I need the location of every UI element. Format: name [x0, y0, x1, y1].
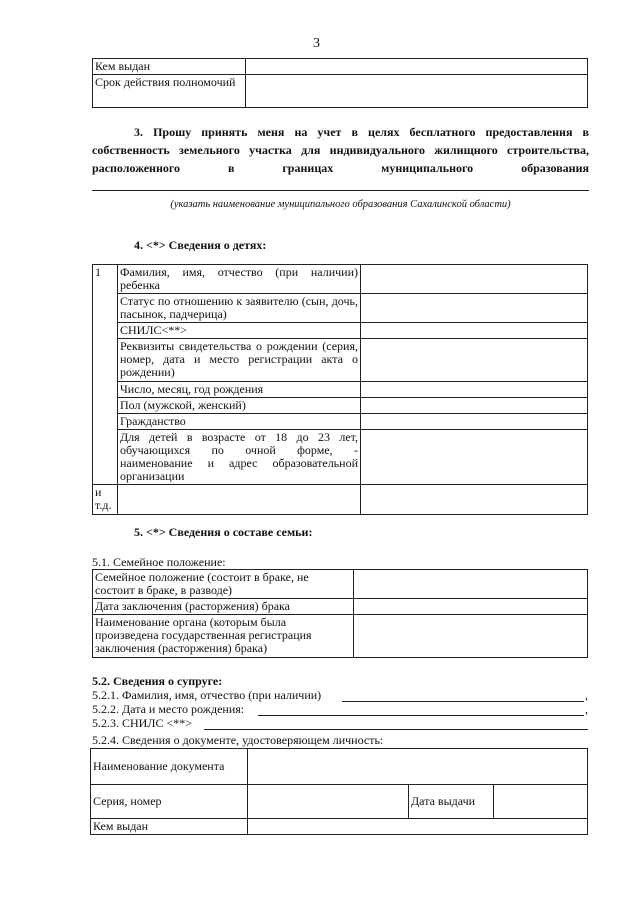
authority-table [92, 58, 588, 108]
child-row-label: СНИЛС<**> [118, 323, 361, 339]
child-row-value [361, 414, 588, 430]
comma-1: , [585, 688, 588, 702]
child-row-value [361, 323, 588, 339]
child-row-label: Фамилия, имя, отчество (при наличии) ребенка [118, 265, 361, 294]
family-row-value [354, 570, 588, 599]
child-row-value [361, 382, 588, 398]
doc-series-value [248, 785, 409, 819]
marital-subtitle: 5.1. Семейное положение: [92, 555, 226, 569]
family-row-value [354, 615, 588, 658]
spouse-snils-label: 5.2.3. СНИЛС <**> [92, 716, 193, 730]
municipality-hint: (указать наименование муниципального образования Сахалинской области) [170, 199, 511, 210]
spouse-doc-table [90, 748, 588, 835]
child-row-value [361, 339, 588, 382]
family-row-label: Дата заключения (расторжения) брака [93, 599, 354, 615]
family-row-label: Наименование органа (которым была произведена государственная регистрация заключения (расторжения) брака) [93, 615, 354, 658]
spouse-name-line[interactable] [342, 701, 584, 702]
doc-issued-label: Кем выдан [91, 819, 248, 835]
doc-name-value [248, 749, 588, 785]
more-children-cell [118, 485, 361, 515]
family-table [92, 569, 588, 658]
doc-series-label: Серия, номер [91, 785, 248, 819]
doc-issued-value [248, 819, 588, 835]
issued-by-label: Кем выдан [93, 59, 246, 75]
doc-name-label: Наименование документа [91, 749, 248, 785]
child-row-label: Пол (мужской, женский) [118, 398, 361, 414]
more-children-value [361, 485, 588, 515]
section3-line1: 3. Прошу принять меня на учет в целях бесплатного предоставления в [134, 125, 589, 139]
family-row-value [354, 599, 588, 615]
doc-date-label: Дата выдачи [409, 785, 494, 819]
children-table [92, 264, 588, 515]
child-row-label: Число, месяц, год рождения [118, 382, 361, 398]
validity-label: Срок действия полномочий [93, 75, 246, 108]
municipality-input-line[interactable] [92, 190, 589, 191]
child-row-value [361, 265, 588, 294]
page-number: 3 [313, 36, 320, 51]
section4-title: 4. <*> Сведения о детях: [134, 238, 267, 252]
issued-by-value [246, 59, 588, 75]
comma-2: , [585, 702, 588, 716]
child-row-value [361, 398, 588, 414]
spouse-name-label: 5.2.1. Фамилия, имя, отчество (при наличии) [92, 688, 322, 702]
child-row-value [361, 294, 588, 323]
validity-value [246, 75, 588, 108]
child-row-label: Для детей в возрасте от 18 до 23 лет, обучающихся по очной форме, - наименование и адрес образовательной организации [118, 430, 361, 485]
child-row-value [361, 430, 588, 485]
child-row-label: Статус по отношению к заявителю (сын, дочь, пасынок, падчерица) [118, 294, 361, 323]
more-children-label: и т.д. [93, 485, 118, 515]
spouse-subtitle: 5.2. Сведения о супруге: [92, 674, 223, 688]
section3-line3: расположенного в границах муниципального образования [92, 161, 589, 175]
section3-line2: собственность земельного участка для индивидуального жилищного строительства, [92, 143, 589, 157]
child-row-label: Гражданство [118, 414, 361, 430]
child-row-label: Реквизиты свидетельства о рождении (серия, номер, дата и место регистрации акта о рождении) [118, 339, 361, 382]
spouse-birth-label: 5.2.2. Дата и место рождения: [92, 702, 245, 716]
child-number: 1 [93, 265, 118, 485]
family-row-label: Семейное положение (состоит в браке, не состоит в браке, в разводе) [93, 570, 354, 599]
spouse-doc-label: 5.2.4. Сведения о документе, удостоверяющем личность: [92, 733, 384, 747]
section5-title: 5. <*> Сведения о составе семьи: [134, 525, 313, 539]
spouse-birth-line[interactable] [258, 715, 584, 716]
spouse-snils-line[interactable] [204, 729, 588, 730]
doc-date-value [494, 785, 588, 819]
